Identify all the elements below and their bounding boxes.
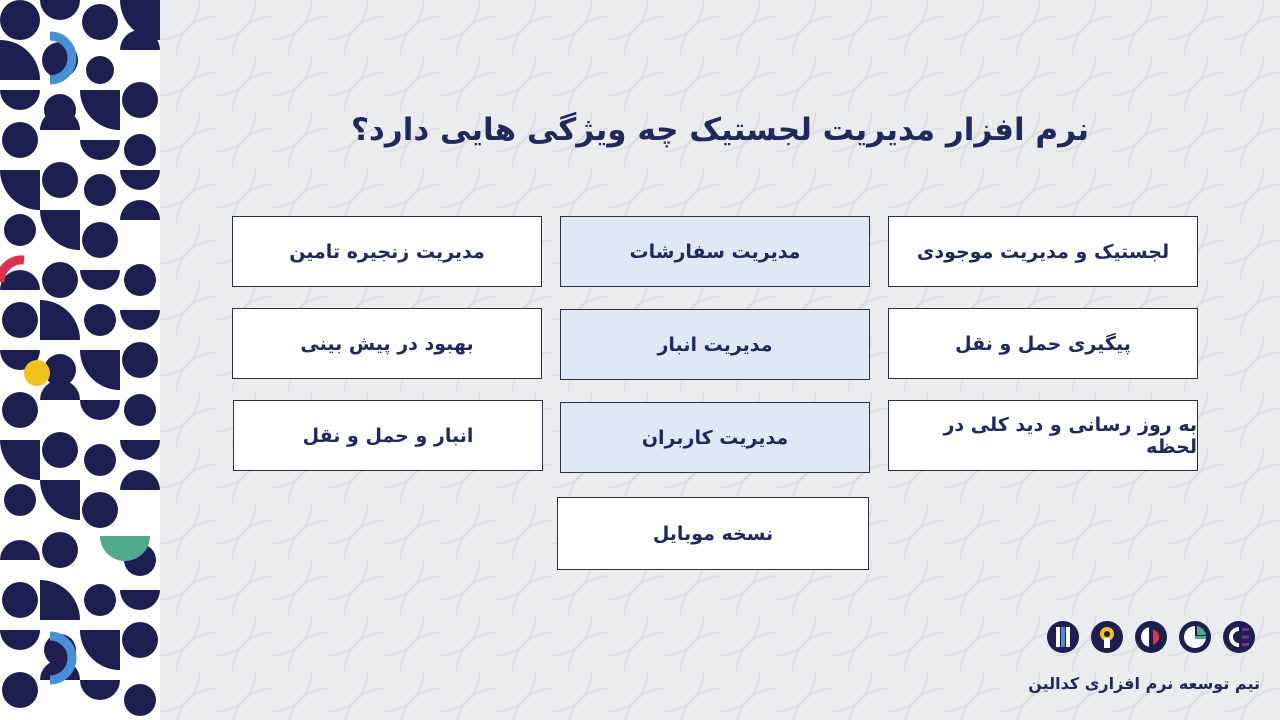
brand-logo-mark-2-icon <box>1090 620 1124 654</box>
feature-card-warehouse-transport: انبار و حمل و نقل <box>233 400 543 471</box>
brand-logo-mark-1-icon <box>1046 620 1080 654</box>
brand-logo <box>1046 620 1256 654</box>
feature-card-orders: مدیریت سفارشات <box>560 216 870 287</box>
feature-card-forecasting: بهبود در پیش بینی <box>232 308 542 379</box>
feature-card-users: مدیریت کاربران <box>560 402 870 473</box>
feature-card-supply-chain: مدیریت زنجیره تامین <box>232 216 542 287</box>
feature-card-warehouse: مدیریت انبار <box>560 309 870 380</box>
geometric-pattern-icon <box>0 0 160 720</box>
brand-logo-mark-4-icon <box>1178 620 1212 654</box>
slide-title: نرم افزار مدیریت لجستیک چه ویژگی هایی دارد؟ <box>350 112 1090 148</box>
decorative-side-pattern <box>0 0 160 720</box>
brand-logo-mark-5-icon <box>1222 620 1256 654</box>
footer-team-name: تیم توسعه نرم افزاری کدالین <box>1028 674 1260 693</box>
feature-card-mobile: نسخه موبایل <box>557 497 869 570</box>
feature-card-inventory: لجستیک و مدیریت موجودی <box>888 216 1198 287</box>
feature-card-realtime: به روز رسانی و دید کلی در لحظه <box>888 400 1198 471</box>
feature-card-shipment-tracking: پیگیری حمل و نقل <box>888 308 1198 379</box>
brand-logo-mark-3-icon <box>1134 620 1168 654</box>
